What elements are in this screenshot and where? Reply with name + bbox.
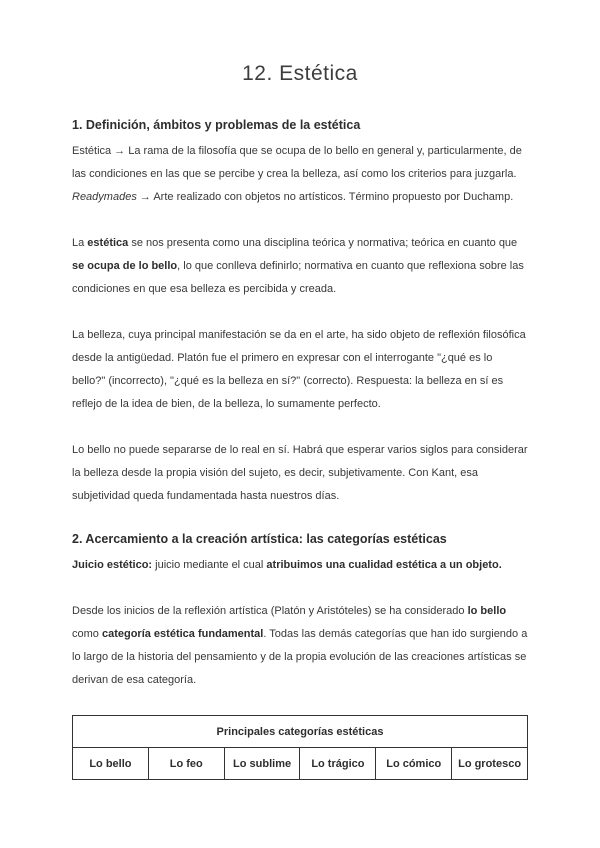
disciplina-run-3: se nos presenta como una disciplina teórica y normativa; teórica en cuanto que <box>128 237 518 249</box>
document-title: 12. Estética <box>242 62 358 85</box>
juicio-run-2: juicio mediante el cual <box>152 559 267 571</box>
disciplina-run-5: , lo que conlleva definirlo; normativa en cuanto que reflexiona sobre las condiciones en que esa belleza es percibida y creada. <box>72 260 524 295</box>
readymades-term: Readymades <box>72 191 137 203</box>
section-1-heading: 1. Definición, ámbitos y problemas de la estética <box>72 118 361 132</box>
belleza-text: La belleza, cuya principal manifestación se da en el arte, ha sido objeto de reflexión filosófica desde la antigüedad. Platón fue el primero en expresar con el interrogante "¿qué es lo bello?" (incorrecto), "¿qué es la belleza en sí?" (correcto). Respuesta: la belleza en sí es reflejo de la idea de bien, de la belleza, lo sumamente perfecto. <box>72 329 526 410</box>
inicios-run-3: como <box>72 628 102 640</box>
section-categorias <box>72 531 528 780</box>
paragraph-juicio <box>72 554 528 577</box>
paragraph-belleza <box>72 324 528 416</box>
definicion-text: Estética → La rama de la filosofía que se ocupa de lo bello en general y, particularmente, de las condiciones en las que se percibe y crea la belleza, así como los criterios para juzgarla. <box>72 145 522 180</box>
table-cell-lo-sublime: Lo sublime <box>224 748 300 780</box>
table-cell-lo-tragico: Lo trágico <box>300 748 376 780</box>
readymades-text: → Arte realizado con objetos no artísticos. Término propuesto por Duchamp. <box>136 191 514 203</box>
inicios-run-4-bold: categoría estética fundamental <box>101 628 264 640</box>
table-cell-lo-feo: Lo feo <box>148 748 224 780</box>
juicio-run-3-bold: atribuimos una cualidad estética a un objeto. <box>266 559 502 571</box>
table-cell-lo-grotesco: Lo grotesco <box>452 748 528 780</box>
section-definicion <box>72 117 528 508</box>
table-title-cell: Principales categorías estéticas <box>73 716 528 748</box>
disciplina-run-4-bold: se ocupa de lo bello <box>72 260 178 272</box>
paragraph-readymades <box>72 186 528 209</box>
table-cell-lo-comico: Lo cómico <box>376 748 452 780</box>
lobello-text: Lo bello no puede separarse de lo real en sí. Habrá que esperar varios siglos para considerar la belleza desde la propia visión del sujeto, es decir, subjetivamente. Con Kant, esa subjetividad queda fundamentada hasta nuestros días. <box>72 444 528 502</box>
inicios-run-5: . Todas las demás categorías que han ido surgiendo a lo largo de la historia del pensamiento y de la propia evolución de las creaciones artísticas se derivan de esa categoría. <box>72 628 528 686</box>
inicios-run-2-bold: lo bello <box>467 605 507 617</box>
juicio-term-bold: Juicio estético: <box>72 559 153 571</box>
categorias-esteticas-table <box>72 715 528 780</box>
paragraph-inicios <box>72 600 528 692</box>
disciplina-run-2-bold: estética <box>87 237 129 249</box>
paragraph-disciplina <box>72 232 528 301</box>
disciplina-run-1: La <box>72 237 88 249</box>
table-cell-lo-bello: Lo bello <box>73 748 149 780</box>
table-header-row <box>73 716 528 748</box>
paragraph-lobello <box>72 439 528 508</box>
inicios-run-1: Desde los inicios de la reflexión artística (Platón y Aristóteles) se ha considerado <box>72 605 468 617</box>
paragraph-definicion <box>72 140 528 186</box>
table-categories-row <box>73 748 528 780</box>
section-2-heading: 2. Acercamiento a la creación artística: las categorías estéticas <box>72 532 447 546</box>
